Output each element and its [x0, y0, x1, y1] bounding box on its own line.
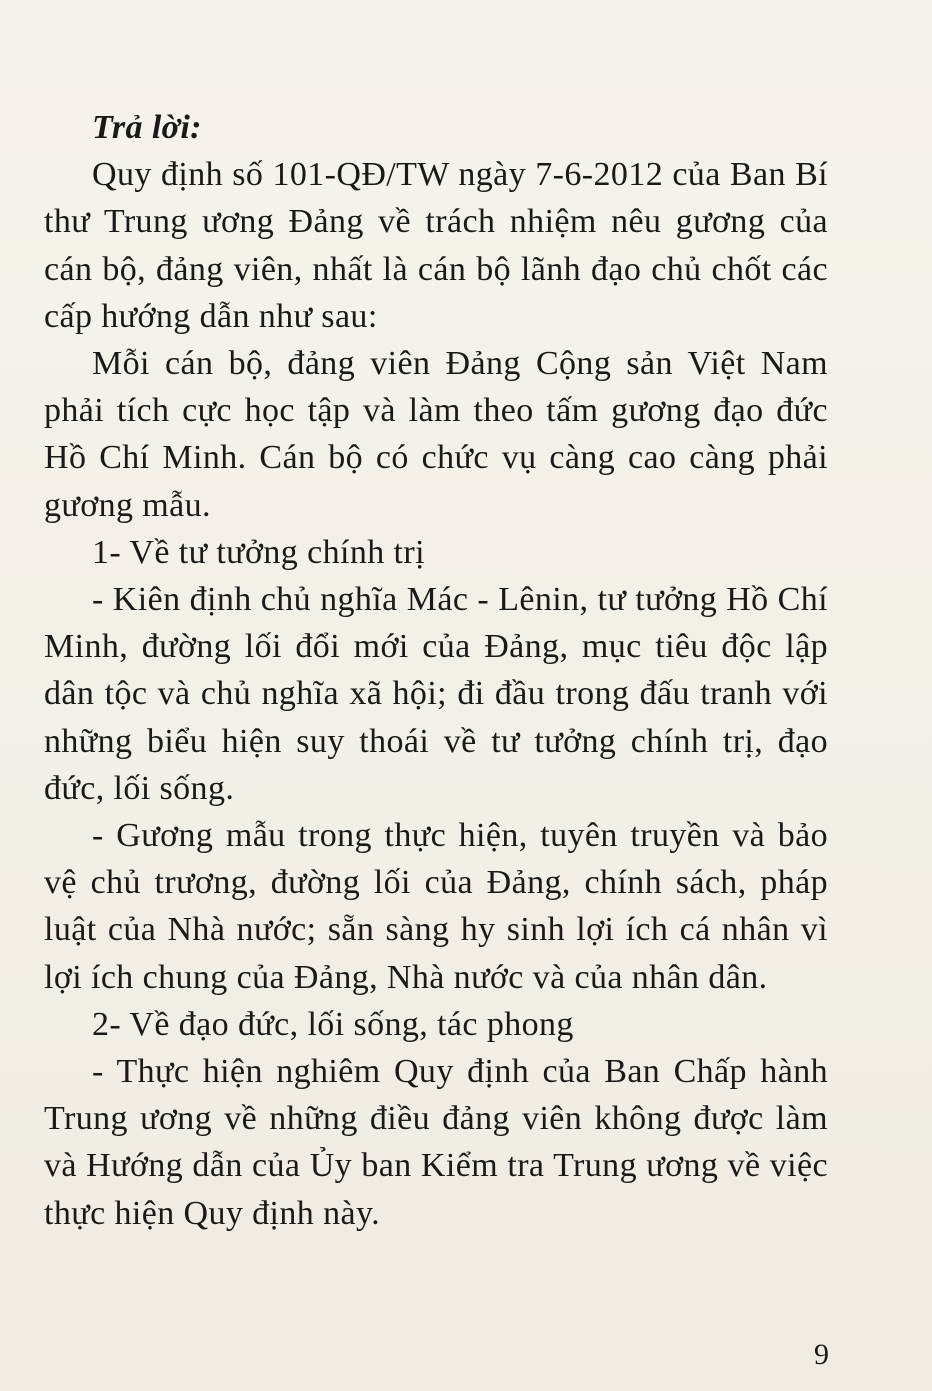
- answer-heading: Trả lời:: [92, 109, 202, 146]
- paragraph: - Thực hiện nghiêm Quy định của Ban Chấp hành Trung ương về những điều đảng viên không được làm và Hướng dẫn của Ủy ban Kiểm tra Trung ương về việc thực hiện Quy định này.: [44, 1053, 828, 1232]
- page-number: 9: [814, 1338, 829, 1371]
- paragraph: Mỗi cán bộ, đảng viên Đảng Cộng sản Việt Nam phải tích cực học tập và làm theo tấm gương đạo đức Hồ Chí Minh. Cán bộ có chức vụ càng cao càng phải gương mẫu.: [44, 345, 828, 524]
- section-title: 2- Về đạo đức, lối sống, tác phong: [92, 1005, 574, 1043]
- section-title: 1- Về tư tưởng chính trị: [92, 533, 425, 571]
- paragraph: Quy định số 101-QĐ/TW ngày 7-6-2012 của Ban Bí thư Trung ương Đảng về trách nhiệm nêu gương của cán bộ, đảng viên, nhất là cán bộ lãnh đạo chủ chốt các cấp hướng dẫn như sau:: [44, 156, 828, 335]
- paragraph: - Kiên định chủ nghĩa Mác - Lênin, tư tưởng Hồ Chí Minh, đường lối đổi mới của Đảng, mục tiêu độc lập dân tộc và chủ nghĩa xã hội; đi đầu trong đấu tranh với những biểu hiện suy thoái về tư tưởng chính trị, đạo đức, lối sống.: [44, 581, 828, 807]
- paragraph: - Gương mẫu trong thực hiện, tuyên truyền và bảo vệ chủ trương, đường lối của Đảng, chính sách, pháp luật của Nhà nước; sẵn sàng hy sinh lợi ích cá nhân vì lợi ích chung của Đảng, Nhà nước và của nhân dân.: [44, 817, 828, 996]
- body-text: [44, 104, 828, 1237]
